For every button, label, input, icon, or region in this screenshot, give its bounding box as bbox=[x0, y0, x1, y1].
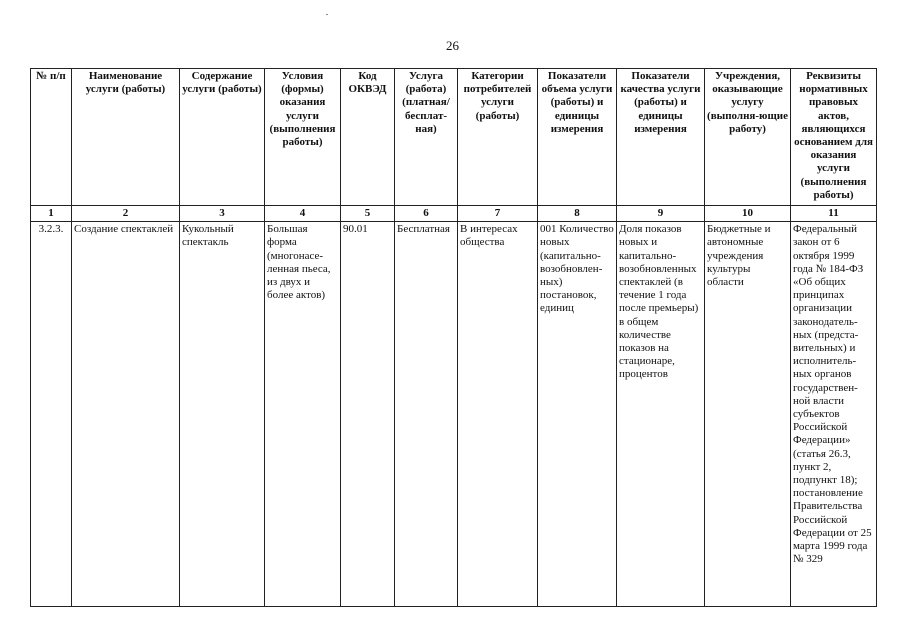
table-row bbox=[31, 222, 877, 607]
cell-conditions: Большая форма (многонасе-ленная пьеса, из двух и более актов) bbox=[265, 222, 341, 607]
header-cell-legal: Реквизиты нормативных правовых актов, являющихся основанием для оказания услуги (выполнения работы) bbox=[791, 69, 877, 206]
header-cell-volume: Показатели объема услуги (работы) и единицы измерения bbox=[538, 69, 617, 206]
cell-name: Создание спектаклей bbox=[72, 222, 180, 607]
cell-okved: 90.01 bbox=[341, 222, 395, 607]
column-number: 7 bbox=[458, 206, 538, 222]
cell-volume: 001 Количество новых (капитально-возобновлен-ных) постановок, единиц bbox=[538, 222, 617, 607]
cell-num: 3.2.3. bbox=[31, 222, 72, 607]
page-number: 26 bbox=[446, 38, 459, 53]
cell-paid: Бесплатная bbox=[395, 222, 458, 607]
header-cell-content: Содержание услуги (работы) bbox=[180, 69, 265, 206]
header-cell-conditions: Условия (формы) оказания услуги (выполнения работы) bbox=[265, 69, 341, 206]
column-number: 4 bbox=[265, 206, 341, 222]
column-number: 9 bbox=[617, 206, 705, 222]
column-number: 6 bbox=[395, 206, 458, 222]
scan-speck bbox=[326, 14, 328, 15]
header-cell-consumers: Категории потребителей услуги (работы) bbox=[458, 69, 538, 206]
header-cell-num: № п/п bbox=[31, 69, 72, 206]
column-number: 1 bbox=[31, 206, 72, 222]
header-row bbox=[31, 69, 877, 206]
cell-institutions: Бюджетные и автономные учреждения культуры области bbox=[705, 222, 791, 607]
cell-consumers: В интересах общества bbox=[458, 222, 538, 607]
column-number-row bbox=[31, 206, 877, 222]
header-cell-quality: Показатели качества услуги (работы) и единицы измерения bbox=[617, 69, 705, 206]
column-number: 11 bbox=[791, 206, 877, 222]
column-number: 3 bbox=[180, 206, 265, 222]
header-cell-name: Наименование услуги (работы) bbox=[72, 69, 180, 206]
column-number: 5 bbox=[341, 206, 395, 222]
cell-legal: Федеральный закон от 6 октября 1999 года № 184-ФЗ «Об общих принципах организации законодатель-ных (предста-вительных) и исполнитель-ных органов государствен-ной власти субъектов Российской Федерации» (статья 26.3, пункт 2, подпункт 18); постановление Правительства Российской Федерации от 25 марта 1999 года № 329 bbox=[791, 222, 877, 607]
header-cell-okved: Код ОКВЭД bbox=[341, 69, 395, 206]
header-cell-paid: Услуга (работа) (платная/ бесплат-ная) bbox=[395, 69, 458, 206]
column-number: 10 bbox=[705, 206, 791, 222]
column-number: 8 bbox=[538, 206, 617, 222]
column-number: 2 bbox=[72, 206, 180, 222]
header-cell-institutions: Учреждения, оказывающие услугу (выполня-ющие работу) bbox=[705, 69, 791, 206]
cell-quality: Доля показов новых и капитально-возобновленных спектаклей (в течение 1 года после премьеры) в общем количестве показов на стационаре, процентов bbox=[617, 222, 705, 607]
cell-content: Кукольный спектакль bbox=[180, 222, 265, 607]
services-table bbox=[30, 68, 877, 607]
